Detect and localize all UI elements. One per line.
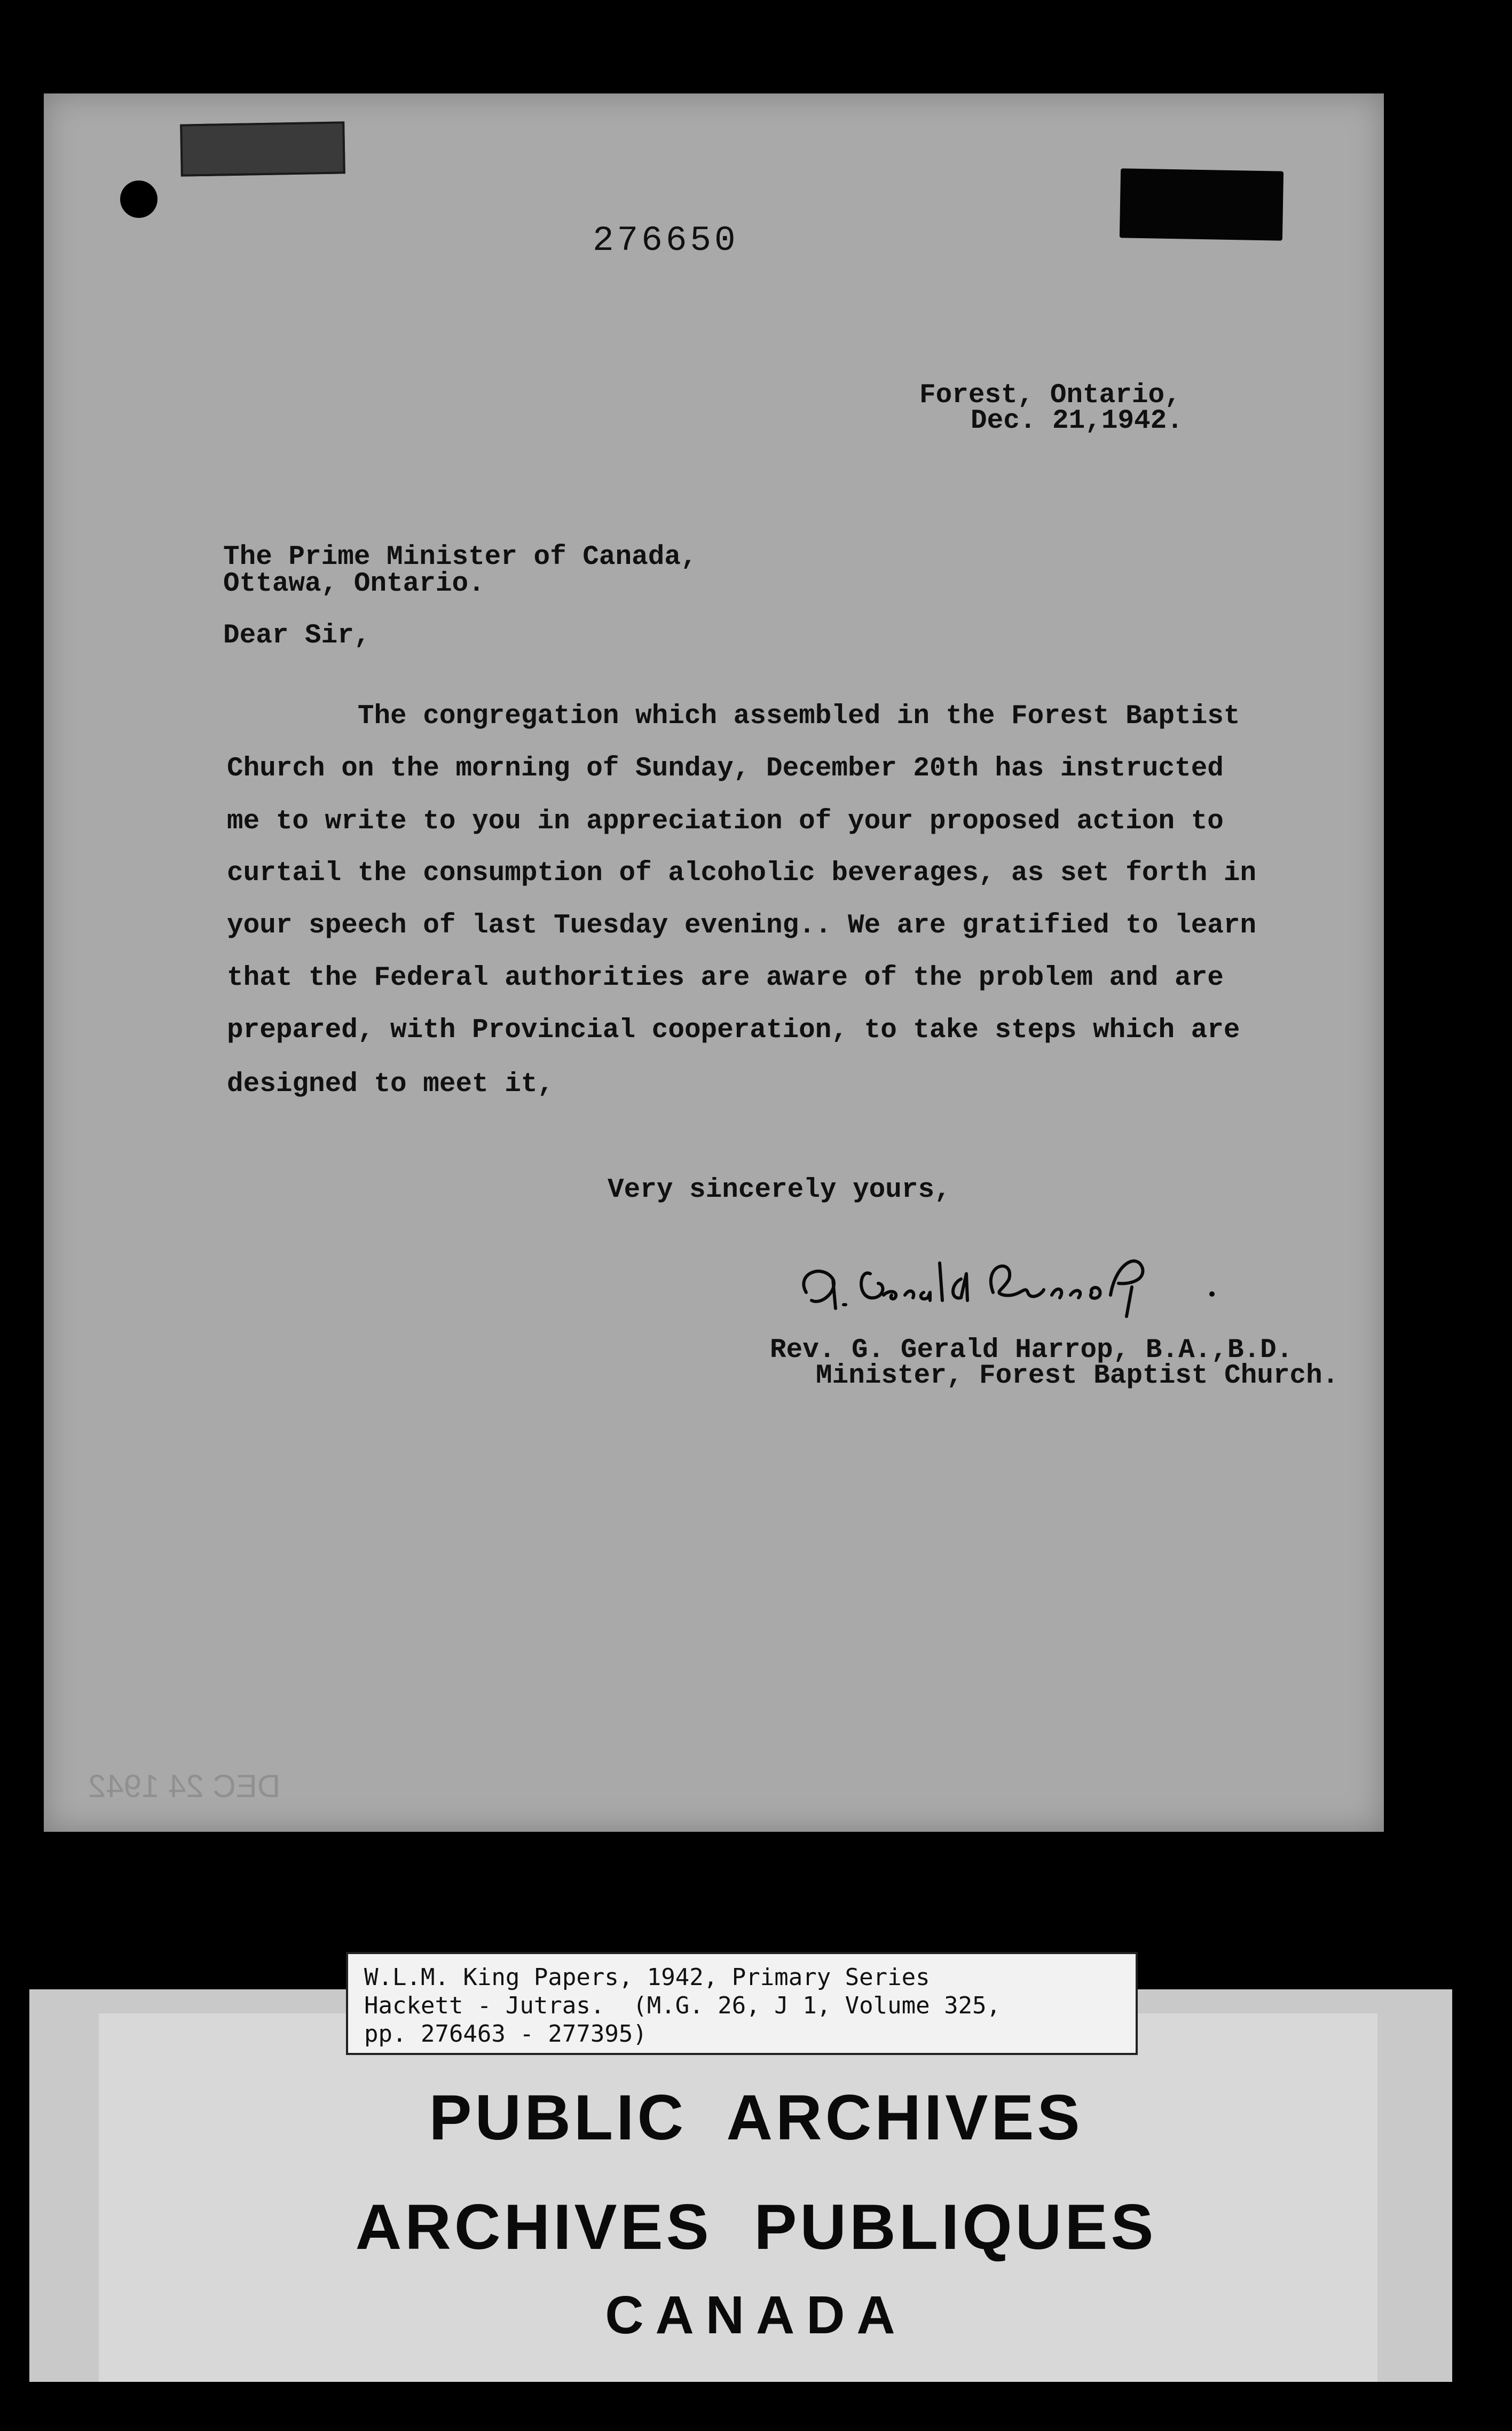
- punch-hole: [120, 181, 158, 218]
- body-line: Church on the morning of Sunday, December 20th has instructed: [227, 754, 1224, 784]
- index-card: [346, 1952, 1138, 2055]
- archive-country: CANADA: [605, 2285, 907, 2345]
- index-card-line-3: pp. 276463 - 277395): [364, 2020, 647, 2048]
- body-line: designed to meet it,: [227, 1069, 554, 1100]
- body-line: that the Federal authorities are aware of the problem and are: [227, 963, 1224, 993]
- tape-strip-left: [180, 121, 345, 176]
- sender-place: Forest, Ontario,: [919, 380, 1181, 411]
- letter-date: Dec. 21,1942.: [971, 406, 1183, 436]
- index-card-line-1: W.L.M. King Papers, 1942, Primary Series: [364, 1964, 930, 1991]
- tape-strip-right: [1120, 168, 1283, 240]
- received-stamp: DEC 24 1942: [88, 1768, 281, 1804]
- index-card-line-2: Hackett - Jutras. (M.G. 26, J 1, Volume 325,: [364, 1992, 1001, 2019]
- body-line: curtail the consumption of alcoholic beverages, as set forth in: [227, 858, 1257, 889]
- handwritten-signature: [790, 1242, 1228, 1322]
- recipient-line-2: Ottawa, Ontario.: [223, 569, 485, 599]
- body-line: prepared, with Provincial cooperation, to take steps which are: [227, 1015, 1240, 1046]
- body-line: me to write to you in appreciation of your proposed action to: [227, 806, 1224, 837]
- signer-title: Minister, Forest Baptist Church.: [816, 1361, 1339, 1391]
- body-line: your speech of last Tuesday evening.. We are gratified to learn: [227, 911, 1257, 941]
- salutation: Dear Sir,: [223, 621, 371, 651]
- recipient-line-1: The Prime Minister of Canada,: [223, 542, 697, 573]
- body-line: The congregation which assembled in the Forest Baptist: [227, 701, 1240, 732]
- archive-title-english: PUBLIC ARCHIVES: [429, 2082, 1083, 2153]
- signer-name: Rev. G. Gerald Harrop, B.A.,B.D.: [770, 1335, 1293, 1366]
- document-number: 276650: [593, 221, 739, 261]
- archive-title-french: ARCHIVES PUBLIQUES: [355, 2191, 1157, 2263]
- closing: Very sincerely yours,: [608, 1175, 951, 1205]
